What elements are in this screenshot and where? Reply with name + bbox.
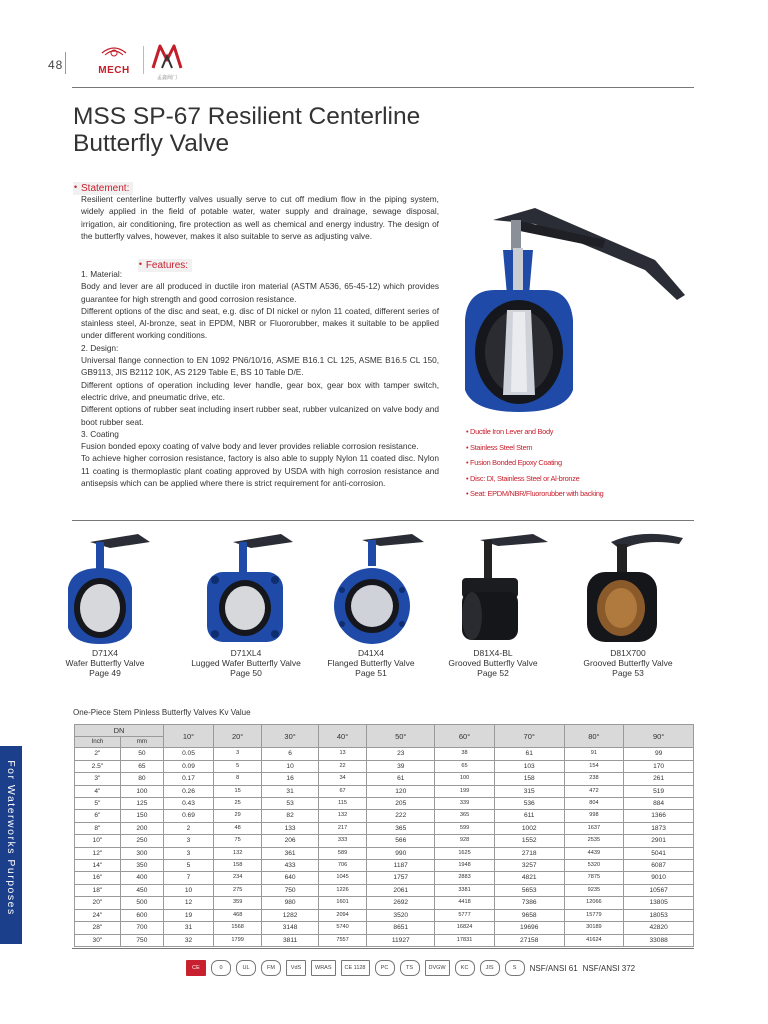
- certification-strip: [186, 958, 635, 978]
- product-model: D81X4-BL: [473, 648, 513, 658]
- angle-header: 20°: [213, 725, 261, 748]
- table-cell: 333: [318, 835, 366, 847]
- table-cell: 6: [262, 748, 318, 760]
- table-cell: 10: [262, 760, 318, 772]
- title-line-1: MSS SP-67 Resilient Centerline: [73, 103, 421, 130]
- nsf-372-label: NSF/ANSI 372: [582, 963, 636, 973]
- table-row: [75, 760, 694, 772]
- table-cell: 599: [435, 822, 495, 834]
- table-cell: 205: [367, 798, 435, 810]
- table-cell: 53: [262, 798, 318, 810]
- table-cell: 1552: [494, 835, 564, 847]
- table-cell: 5320: [564, 860, 624, 872]
- product-page-link[interactable]: Page 49: [89, 668, 121, 678]
- hero-bullet: • Disc: DI, Stainless Steel or Al-bronze: [466, 473, 580, 483]
- table-cell: 61: [494, 748, 564, 760]
- table-cell: 536: [494, 798, 564, 810]
- table-cell: 8: [213, 773, 261, 785]
- table-cell: 65: [435, 760, 495, 772]
- table-cell: 2535: [564, 835, 624, 847]
- table-cell: 2718: [494, 847, 564, 859]
- table-cell: 4821: [494, 872, 564, 884]
- table-cell: 5": [75, 798, 121, 810]
- table-row: [75, 798, 694, 810]
- table-cell: 19696: [494, 922, 564, 934]
- features-paragraph: 2. Design:: [81, 342, 119, 353]
- product-name: Lugged Wafer Butterfly Valve: [191, 658, 301, 668]
- table-cell: 39: [367, 760, 435, 772]
- product-page-link[interactable]: Page 53: [612, 668, 644, 678]
- table-cell: 8651: [367, 922, 435, 934]
- table-cell: 750: [262, 884, 318, 896]
- features-label: • Features:: [138, 259, 192, 272]
- table-cell: 115: [318, 798, 366, 810]
- table-cell: 10": [75, 835, 121, 847]
- certification-badge-icon: KC: [455, 960, 475, 976]
- table-cell: 15779: [564, 909, 624, 921]
- certification-badge-icon: FM: [261, 960, 281, 976]
- hero-bullet-list: [466, 424, 603, 502]
- features-text: [81, 268, 439, 489]
- table-cell: 3148: [262, 922, 318, 934]
- features-paragraph: Different options of rubber seat including insert rubber seat, rubber vulcanized on valve body and boot rubber seat.: [81, 404, 439, 427]
- table-cell: 7875: [564, 872, 624, 884]
- certification-badge-icon: JIS: [480, 960, 500, 976]
- table-cell: 61: [367, 773, 435, 785]
- certification-badge-icon: DVGW: [425, 960, 450, 976]
- table-cell: 17831: [435, 934, 495, 946]
- certification-badge-icon: WRAS: [311, 960, 336, 976]
- table-cell: 0.09: [164, 760, 214, 772]
- header-separator: [65, 52, 66, 74]
- table-cell: 158: [494, 773, 564, 785]
- table-cell: 12": [75, 847, 121, 859]
- table-cell: 600: [120, 909, 163, 921]
- page-title: [73, 103, 420, 157]
- product-model: D81X700: [610, 648, 646, 658]
- table-cell: 12: [164, 897, 214, 909]
- hero-bullet: • Stainless Steel Stem: [466, 442, 533, 452]
- features-paragraph: Universal flange connection to EN 1092 PN6/10/16, ASME B16.1 CL 125, ASME B16.5 CL 150, GB9113, JIS B2112 10K, AS 2129 Table E, BS 10 Table D/E.: [81, 355, 439, 378]
- table-cell: 700: [120, 922, 163, 934]
- table-cell: 31: [164, 922, 214, 934]
- table-cell: 640: [262, 872, 318, 884]
- table-cell: 42820: [624, 922, 694, 934]
- header-rule: [72, 87, 694, 88]
- table-row: [75, 748, 694, 760]
- table-cell: 150: [120, 810, 163, 822]
- product-name: Flanged Butterfly Valve: [327, 658, 415, 668]
- table-cell: 3: [164, 847, 214, 859]
- table-cell: 365: [367, 822, 435, 834]
- table-cell: 365: [435, 810, 495, 822]
- table-cell: 611: [494, 810, 564, 822]
- table-cell: 2: [164, 822, 214, 834]
- certification-badge-icon: 0: [211, 960, 231, 976]
- angle-header: 30°: [262, 725, 318, 748]
- table-cell: 9658: [494, 909, 564, 921]
- table-cell: 7557: [318, 934, 366, 946]
- table-cell: 339: [435, 798, 495, 810]
- table-cell: 0.43: [164, 798, 214, 810]
- hero-bullet: • Ductile Iron Lever and Body: [466, 427, 554, 436]
- table-cell: 50: [120, 748, 163, 760]
- table-cell: 6087: [624, 860, 694, 872]
- table-cell: 5740: [318, 922, 366, 934]
- table-row: [75, 872, 694, 884]
- table-cell: 120: [367, 785, 435, 797]
- table-cell: 2061: [367, 884, 435, 896]
- certification-badge-icon: S: [505, 960, 525, 976]
- mv-logo-icon: [150, 42, 184, 72]
- table-row: [75, 773, 694, 785]
- flanged-valve-image: [312, 528, 430, 646]
- table-cell: 234: [213, 872, 261, 884]
- table-row: [75, 860, 694, 872]
- table-cell: 750: [120, 934, 163, 946]
- table-cell: 12066: [564, 897, 624, 909]
- features-paragraph: Different options of the disc and seat, e.g. disc of DI nickel or nylon 11 coated, different series of stainless steel, Al-bronze, seat in EPDM, NBR or Fluororubber, makes it suitable to be applied under different working conditions.: [81, 305, 439, 341]
- nsf-61-label: NSF/ANSI 61: [529, 963, 578, 973]
- table-row: [75, 897, 694, 909]
- mv-logo: [150, 42, 184, 81]
- side-section-label: For Waterworks Purposes: [5, 760, 17, 916]
- product-page-link[interactable]: Page 52: [477, 668, 509, 678]
- statement-text: Resilient centerline butterfly valves usually serve to cut off medium flow in the piping system, widely applied in the field of potable water, water supply and drainage, sewage disposal, irrigation, air conditioning, fire protection as well as chemical and energy industry. The design of the butterfly valves, however, makes it also suitable to serve as adjusting valve.: [81, 194, 439, 241]
- table-cell: 18": [75, 884, 121, 896]
- features-paragraph: Different options of operation including lever handle, gear box, gear box with tamper switch, electric drive, and pneumatic drive, etc.: [81, 379, 439, 402]
- wafer-valve-image: [50, 528, 160, 646]
- table-cell: 706: [318, 860, 366, 872]
- table-cell: 468: [213, 909, 261, 921]
- table-row: [75, 785, 694, 797]
- table-cell: 25: [213, 798, 261, 810]
- angle-header: 40°: [318, 725, 366, 748]
- product-model: D71XL4: [230, 648, 262, 658]
- table-cell: 2901: [624, 835, 694, 847]
- table-cell: 9235: [564, 884, 624, 896]
- table-cell: 15: [213, 785, 261, 797]
- table-cell: 250: [120, 835, 163, 847]
- table-row: [75, 822, 694, 834]
- table-cell: 1799: [213, 934, 261, 946]
- table-cell: 1366: [624, 810, 694, 822]
- table-cell: 80: [120, 773, 163, 785]
- table-cell: 238: [564, 773, 624, 785]
- table-cell: 158: [213, 860, 261, 872]
- table-cell: 23: [367, 748, 435, 760]
- table-row: [75, 884, 694, 896]
- table-cell: 5653: [494, 884, 564, 896]
- table-cell: 200: [120, 822, 163, 834]
- table-cell: 27158: [494, 934, 564, 946]
- table-cell: 30": [75, 934, 121, 946]
- table-cell: 13: [318, 748, 366, 760]
- table-cell: 1045: [318, 872, 366, 884]
- table-cell: 7: [164, 872, 214, 884]
- table-cell: 1637: [564, 822, 624, 834]
- table-cell: 1757: [367, 872, 435, 884]
- table-cell: 4418: [435, 897, 495, 909]
- table-cell: 928: [435, 835, 495, 847]
- table-cell: 22: [318, 760, 366, 772]
- table-cell: 3257: [494, 860, 564, 872]
- certification-badge-icon: VdS: [286, 960, 306, 976]
- kv-value-table: [74, 724, 694, 947]
- hero-bullet: • Seat: EPDM/NBR/Fluororubber with backing: [466, 489, 604, 498]
- features-paragraph: Fusion bonded epoxy coating of valve body and lever provides reliable corrosion resistance.: [81, 441, 419, 452]
- certification-badge-icon: PC: [375, 960, 395, 976]
- angle-header: 10°: [164, 725, 214, 748]
- table-cell: 3": [75, 773, 121, 785]
- table-cell: 14": [75, 860, 121, 872]
- table-cell: 33088: [624, 934, 694, 946]
- table-cell: 450: [120, 884, 163, 896]
- table-cell: 41624: [564, 934, 624, 946]
- table-row: [75, 835, 694, 847]
- table-cell: 10567: [624, 884, 694, 896]
- table-cell: 400: [120, 872, 163, 884]
- table-cell: 19: [164, 909, 214, 921]
- hero-valve-image: [455, 200, 690, 415]
- table-cell: 1601: [318, 897, 366, 909]
- section-rule: [72, 520, 694, 521]
- mech-emblem-icon: [99, 44, 129, 60]
- dn-header: DN: [75, 725, 164, 737]
- table-cell: 13805: [624, 897, 694, 909]
- table-cell: 6": [75, 810, 121, 822]
- table-cell: 998: [564, 810, 624, 822]
- table-cell: 48: [213, 822, 261, 834]
- table-cell: 472: [564, 785, 624, 797]
- table-cell: 2692: [367, 897, 435, 909]
- table-cell: 11927: [367, 934, 435, 946]
- table-cell: 16: [262, 773, 318, 785]
- table-cell: 2": [75, 748, 121, 760]
- kv-table-body: [75, 748, 694, 947]
- table-cell: 103: [494, 760, 564, 772]
- features-paragraph: 1. Material:: [81, 269, 123, 279]
- table-cell: 589: [318, 847, 366, 859]
- mech-logo-text: MECH: [98, 65, 130, 76]
- grooved-valve-disc-image: [563, 528, 693, 646]
- table-cell: 5041: [624, 847, 694, 859]
- table-cell: 29: [213, 810, 261, 822]
- table-cell: 100: [120, 785, 163, 797]
- table-cell: 4": [75, 785, 121, 797]
- table-cell: 261: [624, 773, 694, 785]
- table-cell: 3: [213, 748, 261, 760]
- table-cell: 75: [213, 835, 261, 847]
- table-cell: 361: [262, 847, 318, 859]
- page-number: 48: [48, 58, 64, 72]
- angle-header: 90°: [624, 725, 694, 748]
- product-name: Grooved Butterfly Valve: [448, 658, 538, 668]
- table-cell: 1187: [367, 860, 435, 872]
- certification-badge-icon: UL: [236, 960, 256, 976]
- table-cell: 1873: [624, 822, 694, 834]
- table-cell: 7386: [494, 897, 564, 909]
- product-card-d71xl4[interactable]: [181, 528, 311, 679]
- table-cell: 100: [435, 773, 495, 785]
- table-cell: 132: [213, 847, 261, 859]
- table-cell: 24": [75, 909, 121, 921]
- table-cell: 32: [164, 934, 214, 946]
- table-row: [75, 922, 694, 934]
- table-cell: 10: [164, 884, 214, 896]
- table-cell: 3811: [262, 934, 318, 946]
- angle-header: 60°: [435, 725, 495, 748]
- table-cell: 65: [120, 760, 163, 772]
- features-paragraph: 3. Coating: [81, 428, 119, 439]
- product-name: Wafer Butterfly Valve: [65, 658, 145, 668]
- product-page-link[interactable]: Page 50: [230, 668, 262, 678]
- table-cell: 5: [164, 860, 214, 872]
- footer-rule: [72, 948, 694, 949]
- table-cell: 16": [75, 872, 121, 884]
- table-cell: 3: [164, 835, 214, 847]
- table-cell: 170: [624, 760, 694, 772]
- table-cell: 5777: [435, 909, 495, 921]
- logo-divider: [143, 46, 144, 74]
- table-cell: 67: [318, 785, 366, 797]
- table-row: [75, 810, 694, 822]
- table-cell: 804: [564, 798, 624, 810]
- table-cell: 91: [564, 748, 624, 760]
- product-card-d41x4[interactable]: [306, 528, 436, 679]
- table-cell: 18053: [624, 909, 694, 921]
- table-cell: 990: [367, 847, 435, 859]
- statement-label: • Statement:: [73, 182, 133, 195]
- table-cell: 34: [318, 773, 366, 785]
- features-paragraph: To achieve higher corrosion resistance, factory is also able to supply Nylon 11 coated disc. Nylon 11 coating is thermoplastic plant coating approved by USDA with high corrosion resistance and antisepsis which can be applied where there is strict requirement for anti-corrosion.: [81, 453, 439, 489]
- table-cell: 3381: [435, 884, 495, 896]
- product-card-d71x4[interactable]: [40, 528, 170, 679]
- angle-header: 80°: [564, 725, 624, 748]
- table-cell: 884: [624, 798, 694, 810]
- table-cell: 3520: [367, 909, 435, 921]
- table-cell: 1002: [494, 822, 564, 834]
- table-cell: 315: [494, 785, 564, 797]
- table-cell: 350: [120, 860, 163, 872]
- table-cell: 125: [120, 798, 163, 810]
- product-name: Grooved Butterfly Valve: [583, 658, 673, 668]
- table-cell: 16824: [435, 922, 495, 934]
- table-cell: 2883: [435, 872, 495, 884]
- table-cell: 82: [262, 810, 318, 822]
- kv-table-caption: One-Piece Stem Pinless Butterfly Valves Kv Value: [73, 708, 251, 717]
- table-cell: 28": [75, 922, 121, 934]
- table-cell: 0.26: [164, 785, 214, 797]
- product-model: D41X4: [358, 648, 384, 658]
- table-cell: 217: [318, 822, 366, 834]
- table-cell: 2094: [318, 909, 366, 921]
- table-cell: 1226: [318, 884, 366, 896]
- product-page-link[interactable]: Page 51: [355, 668, 387, 678]
- table-cell: 980: [262, 897, 318, 909]
- features-paragraph: Body and lever are all produced in ductile iron material (ASTM A536, 65-45-12) which provides guarantee for high strength and good corrosion resistance.: [81, 281, 439, 304]
- table-cell: 20": [75, 897, 121, 909]
- certification-badge-icon: TS: [400, 960, 420, 976]
- table-cell: 4439: [564, 847, 624, 859]
- mm-header: mm: [120, 737, 163, 748]
- hero-bullet: • Fusion Bonded Epoxy Coating: [466, 458, 562, 467]
- table-cell: 99: [624, 748, 694, 760]
- lugged-valve-image: [191, 528, 301, 646]
- table-cell: 500: [120, 897, 163, 909]
- table-cell: 1625: [435, 847, 495, 859]
- inch-header: Inch: [75, 737, 121, 748]
- table-cell: 8": [75, 822, 121, 834]
- table-row: [75, 934, 694, 946]
- table-cell: 132: [318, 810, 366, 822]
- table-cell: 1282: [262, 909, 318, 921]
- table-cell: 206: [262, 835, 318, 847]
- table-cell: 0.17: [164, 773, 214, 785]
- title-line-2: Butterfly Valve: [73, 130, 230, 157]
- table-cell: 5: [213, 760, 261, 772]
- certification-badge-icon: CE 1128: [341, 960, 370, 976]
- table-cell: 1948: [435, 860, 495, 872]
- mv-logo-subtitle: 孟鑫阀门: [156, 75, 177, 81]
- table-cell: 275: [213, 884, 261, 896]
- product-model: D71X4: [92, 648, 118, 658]
- angle-header: 50°: [367, 725, 435, 748]
- table-cell: 9010: [624, 872, 694, 884]
- table-cell: 30189: [564, 922, 624, 934]
- grooved-valve-image: [428, 528, 558, 646]
- table-row: [75, 847, 694, 859]
- table-cell: 359: [213, 897, 261, 909]
- table-cell: 519: [624, 785, 694, 797]
- table-cell: 133: [262, 822, 318, 834]
- table-cell: 300: [120, 847, 163, 859]
- table-cell: 0.05: [164, 748, 214, 760]
- product-card-d81x4-bl[interactable]: [428, 528, 558, 679]
- table-cell: 0.69: [164, 810, 214, 822]
- table-cell: 433: [262, 860, 318, 872]
- product-card-d81x700[interactable]: [563, 528, 693, 679]
- table-cell: 38: [435, 748, 495, 760]
- table-cell: 2.5": [75, 760, 121, 772]
- table-cell: 566: [367, 835, 435, 847]
- mech-logo: [92, 44, 136, 76]
- certification-badge-icon: CE: [186, 960, 206, 976]
- table-row: [75, 909, 694, 921]
- table-cell: 199: [435, 785, 495, 797]
- table-cell: 31: [262, 785, 318, 797]
- angle-header: 70°: [494, 725, 564, 748]
- table-cell: 154: [564, 760, 624, 772]
- table-cell: 222: [367, 810, 435, 822]
- table-cell: 1568: [213, 922, 261, 934]
